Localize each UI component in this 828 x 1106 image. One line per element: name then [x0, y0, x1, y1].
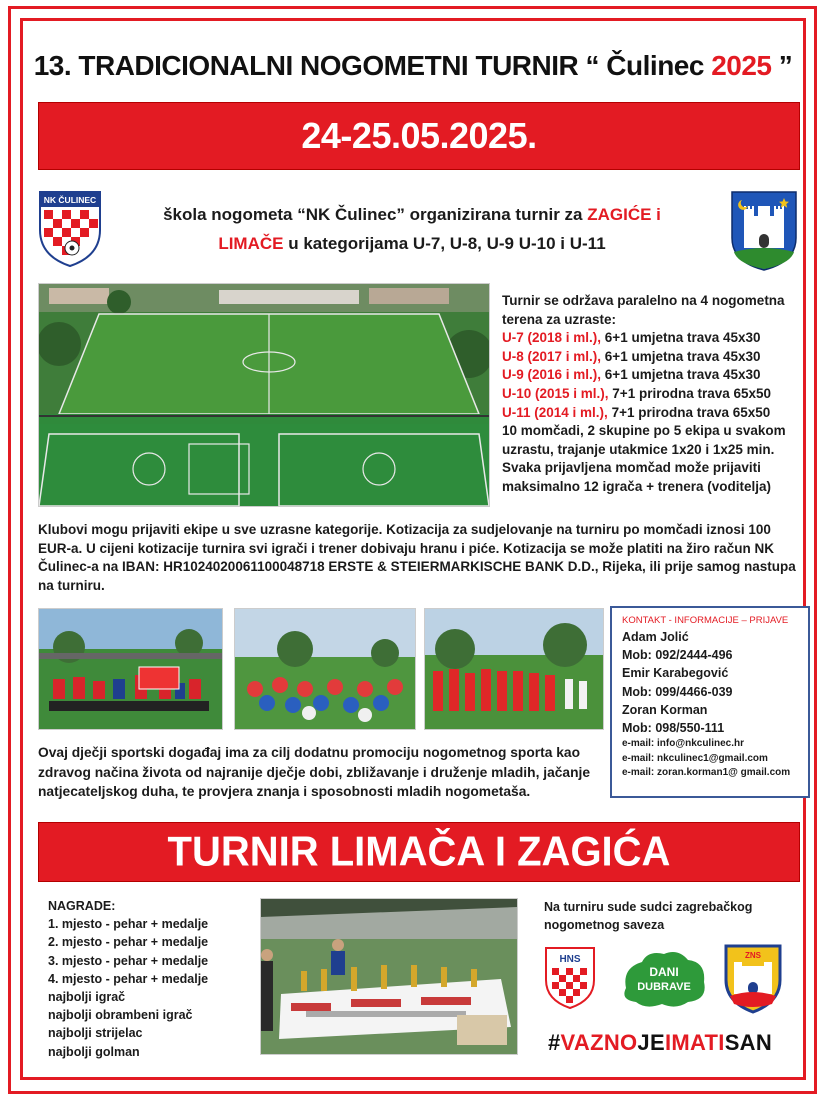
contact-email[interactable]: e-mail: zoran.korman1@ gmail.com	[622, 767, 791, 779]
hns-logo-text: HNS	[559, 954, 581, 965]
list-item: 4. mjesto - pehar + medalje	[48, 971, 209, 986]
list-item: najbolji obrambeni igrač	[48, 1008, 193, 1023]
registration-text: Svaka prijavljena momčad može prijaviti maksimalno 12 igrača + trenera (voditelja)	[502, 460, 771, 494]
intro-limace: LIMAČE	[218, 234, 284, 253]
list-item: 1. mjesto - pehar + medalje	[48, 917, 209, 932]
list-item: 2. mjesto - pehar + medalje	[48, 935, 209, 950]
title-end: ”	[771, 50, 793, 81]
list-item: najbolji golman	[48, 1044, 140, 1059]
tournament-banner	[38, 822, 800, 882]
intro-zagice: ZAGIĆE i	[587, 205, 661, 224]
promo-paragraph: Ovaj dječji sportski događaj ima za cilj dodatnu promociju nogometnog sporta kao zdravog načina života od najranije dječje dobi, zbližavanje i druženje mladih, jačanje natjecateljskog duha, te provjera znanja i sposobnosti mladih nogometaša.	[38, 745, 591, 799]
category-row: U-11 (2014 i ml.), 7+1 prirodna trava 65x50	[502, 404, 771, 420]
awards-list	[48, 897, 258, 1061]
club-badge-name: NK ČULINEC	[43, 195, 97, 205]
team-photo-2	[234, 608, 416, 730]
team-photo-1	[38, 608, 223, 730]
tournament-info: Turnir se održava paralelno na 4 nogometna terena za uzraste: U-7 (2018 i ml.), 6+1 umjetna trava 45x30 U-8 (2017 i ml.), 6+1 umjetna trava 45x30 U-9 (2016 i ml.), 6+1 umjetna trava 45x30 U-10 (2015 i ml.), 7+1 prirodna trava 65x50 U-11 (2014 i ml.), 7+1 prirodna trava 65x50 10 momčadi, 2 skupine po 5 ekipa u svakom uzrastu, trajanje utakmice 1x20 i 1x25 min. Svaka prijavljena momčad može prijaviti maksimalno 12 igrača + trenera (voditelja)	[502, 292, 812, 497]
tournament-date: 24-25.05.2025.	[301, 115, 537, 156]
date-banner	[38, 102, 800, 170]
awards-heading: NAGRADE:	[48, 899, 116, 913]
list-item: najbolji strijelac	[48, 1026, 143, 1041]
dani-line2: DUBRAVE	[637, 981, 691, 993]
category-row: U-8 (2017 i ml.), 6+1 umjetna trava 45x30	[502, 348, 761, 364]
dani-line1: DANI	[649, 965, 679, 979]
title-text: 13. TRADICIONALNI NOGOMETNI TURNIR “ Čulinec	[33, 50, 712, 81]
page-title	[20, 50, 806, 82]
contact-phone[interactable]: Mob: 092/2444-496	[622, 648, 733, 663]
category-row: U-10 (2015 i ml.), 7+1 prirodna trava 65x50	[502, 385, 772, 401]
title-year: 2025	[711, 50, 772, 81]
category-row: U-9 (2016 i ml.), 6+1 umjetna trava 45x30	[502, 367, 761, 383]
hns-logo-icon	[544, 946, 596, 1010]
contact-phone[interactable]: Mob: 098/550-111	[622, 721, 725, 736]
contact-name: Adam Jolić	[622, 630, 689, 644]
hashtag-slogan: #VAZNOJEIMATISAN	[548, 1030, 773, 1055]
banner-text: TURNIR LIMAČA I ZAGIĆA	[167, 828, 671, 875]
dani-dubrave-logo-icon	[618, 948, 710, 1010]
club-badge-icon	[38, 190, 102, 268]
teams-text: 10 momčadi, 2 skupine po 5 ekipa u svakom uzrastu, trajanje utakmice 1x20 i 1x25 min.	[502, 423, 786, 457]
contact-phone[interactable]: Mob: 099/4466-039	[622, 684, 733, 699]
zns-logo-text: ZNS	[745, 951, 761, 960]
intro-text: škola nogometa “NK Čulinec” organizirana turnir za ZAGIĆE i LIMAČE u kategorijama U-7, U-8, U-9 U-10 i U-11	[163, 205, 661, 253]
category-row: U-7 (2018 i ml.), 6+1 umjetna trava 45x30	[502, 330, 761, 346]
contact-email[interactable]: e-mail: nkculinec1@gmail.com	[622, 752, 768, 764]
list-item: 3. mjesto - pehar + medalje	[48, 953, 209, 968]
list-item: najbolji igrač	[48, 990, 126, 1005]
fee-paragraph: Klubovi mogu prijaviti ekipe u sve uzrasne kategorije. Kotizacija za sudjelovanje na turniru po momčadi iznosi 100 EUR-a. U cijeni kotizacije turnira svi igrači i trener dobivaju hranu i piće. Kotizacija se može platiti na žiro račun NK Čulinec-a na IBAN: HR1024020061100048718 ERSTE & STEIERMARKISCHE BANK D.D., Rijeka, ili prije samog nastupa na turniru.	[38, 522, 796, 593]
contact-box	[610, 606, 810, 798]
aerial-field-photo	[38, 283, 490, 507]
contact-name: Emir Karabegović	[622, 666, 729, 681]
trophies-photo	[260, 898, 518, 1055]
zagreb-crest-icon	[730, 190, 798, 272]
referees-text: Na turniru sude sudci zagrebačkog nogometnog saveza	[544, 900, 753, 933]
contact-name: Zoran Korman	[622, 702, 708, 717]
team-photo-3	[424, 608, 604, 730]
contact-heading: KONTAKT - INFORMACIJE – PRIJAVE	[622, 615, 789, 626]
contact-email[interactable]: e-mail: info@nkculinec.hr	[622, 738, 744, 750]
zns-logo-icon	[722, 942, 784, 1014]
